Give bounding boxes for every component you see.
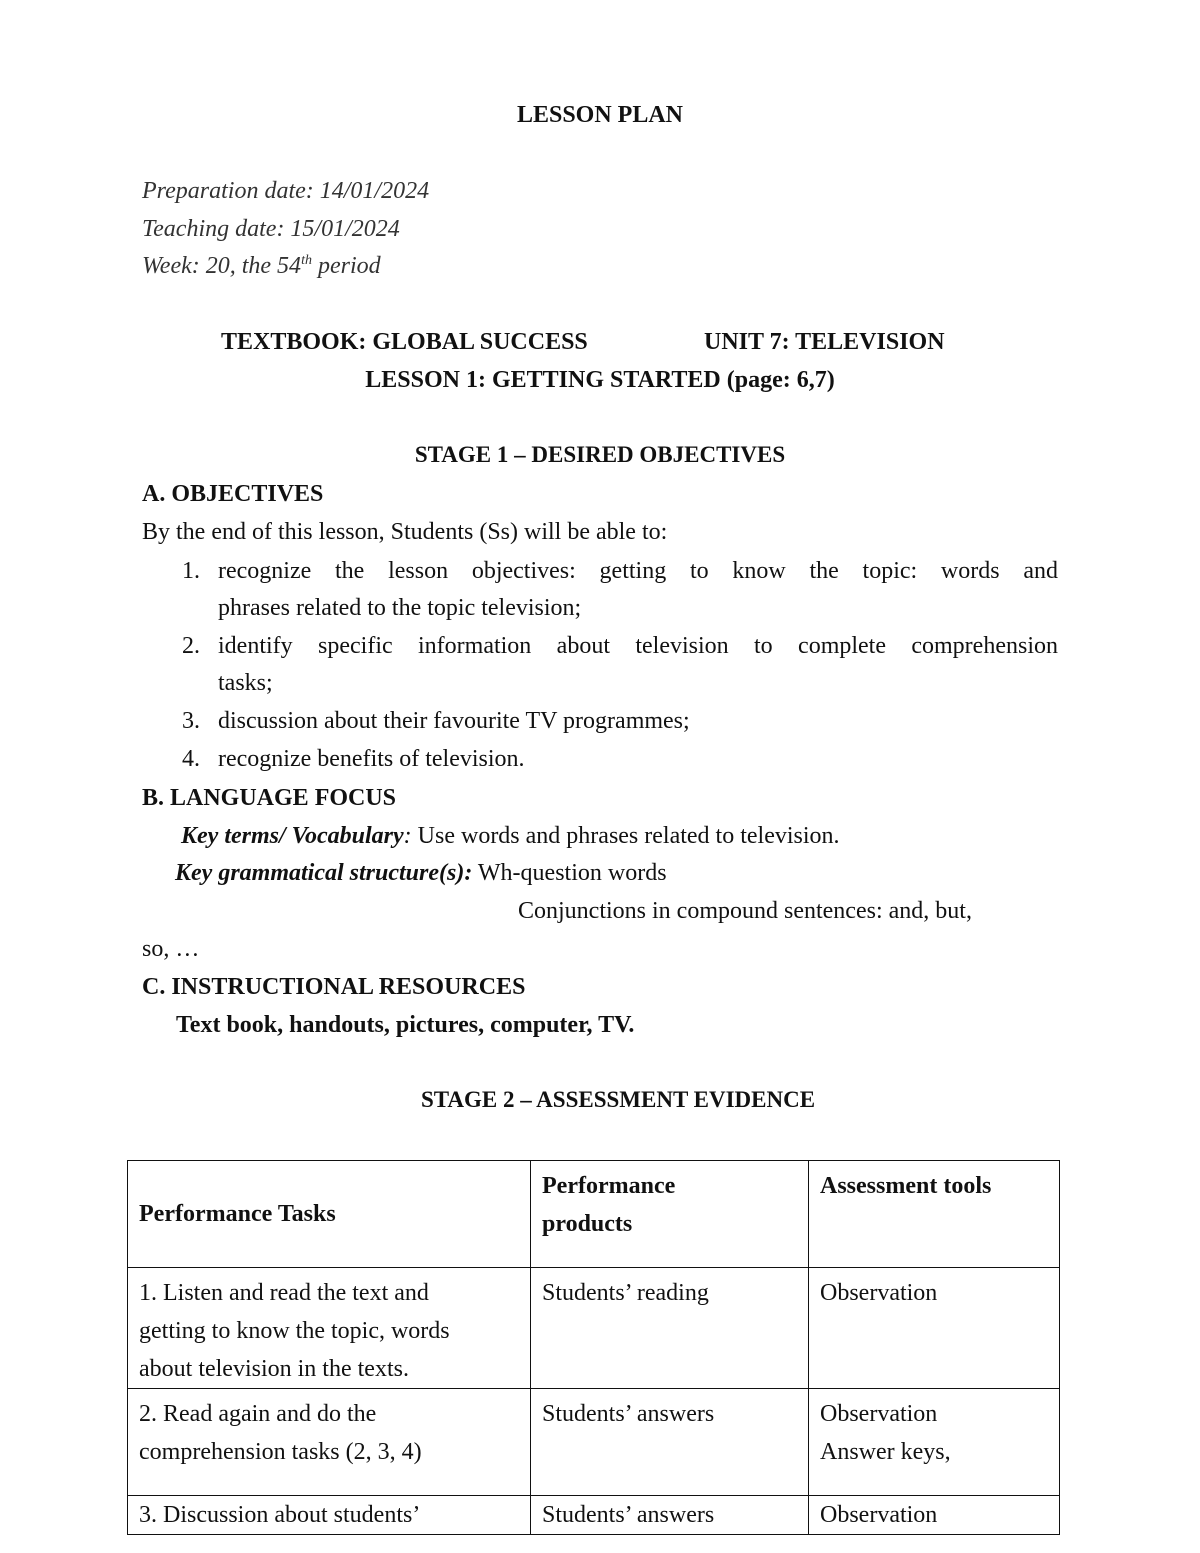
grammar-text-continued: Conjunctions in compound sentences: and, but,: [518, 898, 972, 924]
objective-line: discussion about their favourite TV programmes;: [218, 708, 690, 734]
objective-line: identify specific information about television to complete comprehension: [218, 633, 1058, 659]
vocabulary-label: Key terms/ Vocabulary: [181, 823, 404, 849]
objective-number: 4.: [182, 746, 200, 772]
resources-text: Text book, handouts, pictures, computer, TV.: [176, 1012, 635, 1038]
table-cell: [531, 1496, 809, 1535]
cell-line: about television in the texts.: [139, 1356, 409, 1382]
vocabulary-text: Use words and phrases related to television.: [411, 823, 840, 849]
lesson-title: LESSON 1: GETTING STARTED (page: 6,7): [365, 367, 835, 393]
objective-line: tasks;: [218, 670, 273, 696]
resources-heading: C. INSTRUCTIONAL RESOURCES: [142, 974, 526, 1000]
table-row: [128, 1389, 1060, 1496]
table-cell: [809, 1268, 1060, 1389]
table-header-row: [128, 1161, 1060, 1268]
column-header: [531, 1161, 809, 1268]
table-row: [128, 1496, 1060, 1535]
document-title: LESSON PLAN: [516, 102, 684, 128]
objective-line: recognize benefits of television.: [218, 746, 525, 772]
stage2-title: STAGE 2 – ASSESSMENT EVIDENCE: [420, 1087, 816, 1112]
week-period: [142, 254, 381, 278]
assessment-table: [127, 1160, 1060, 1535]
table-cell: [128, 1268, 531, 1389]
cell-line: 1. Listen and read the text and: [139, 1280, 429, 1306]
textbook-title: TEXTBOOK: GLOBAL SUCCESS: [221, 329, 588, 355]
cell-line: Students’ answers: [542, 1401, 715, 1427]
objectives-heading: A. OBJECTIVES: [142, 481, 324, 507]
cell-line: Students’ answers: [542, 1502, 715, 1528]
week-suffix: period: [311, 253, 381, 279]
grammar-label: Key grammatical structure(s):: [175, 860, 473, 886]
unit-title: UNIT 7: TELEVISION: [704, 329, 945, 355]
objectives-intro: By the end of this lesson, Students (Ss) will be able to:: [142, 519, 668, 545]
table-cell: [531, 1268, 809, 1389]
column-header-label: Performance products: [542, 1173, 676, 1237]
table-row: [128, 1268, 1060, 1389]
grammar-text-wrap: so, …: [142, 936, 200, 962]
objective-number: 2.: [182, 633, 200, 659]
table-cell: [128, 1389, 531, 1496]
objective-line: recognize the lesson objectives: getting to know the topic: words and: [218, 558, 1058, 584]
cell-line: Observation: [820, 1502, 938, 1528]
column-header: [128, 1161, 531, 1268]
column-header-label: Assessment tools: [820, 1173, 992, 1199]
objective-number: 3.: [182, 708, 200, 734]
cell-line: 3. Discussion about students’: [139, 1502, 421, 1528]
cell-line: Observation: [820, 1401, 938, 1427]
stage1-title: STAGE 1 – DESIRED OBJECTIVES: [414, 442, 786, 467]
column-header-label: Performance Tasks: [139, 1201, 336, 1227]
vocabulary-colon: :: [403, 823, 412, 849]
week-prefix: Week: 20, the 54: [142, 253, 302, 279]
cell-line: getting to know the topic, words: [139, 1318, 450, 1344]
grammar-text: Wh-question words: [472, 860, 667, 886]
column-header: [809, 1161, 1060, 1268]
table-cell: [809, 1389, 1060, 1496]
objective-line: phrases related to the topic television;: [218, 595, 582, 621]
language-focus-heading: B. LANGUAGE FOCUS: [142, 785, 397, 811]
cell-line: Answer keys,: [820, 1439, 951, 1465]
table-cell: [809, 1496, 1060, 1535]
grammar-line: [175, 861, 667, 885]
table-cell: [128, 1496, 531, 1535]
cell-line: Observation: [820, 1280, 938, 1306]
teaching-date: Teaching date: 15/01/2024: [142, 216, 400, 242]
week-superscript: th: [301, 253, 312, 268]
objective-number: 1.: [182, 558, 200, 584]
vocabulary-line: [181, 824, 840, 848]
table-cell: [531, 1389, 809, 1496]
cell-line: 2. Read again and do the: [139, 1401, 377, 1427]
preparation-date: Preparation date: 14/01/2024: [142, 178, 430, 204]
cell-line: comprehension tasks (2, 3, 4): [139, 1439, 422, 1465]
cell-line: Students’ reading: [542, 1280, 709, 1306]
